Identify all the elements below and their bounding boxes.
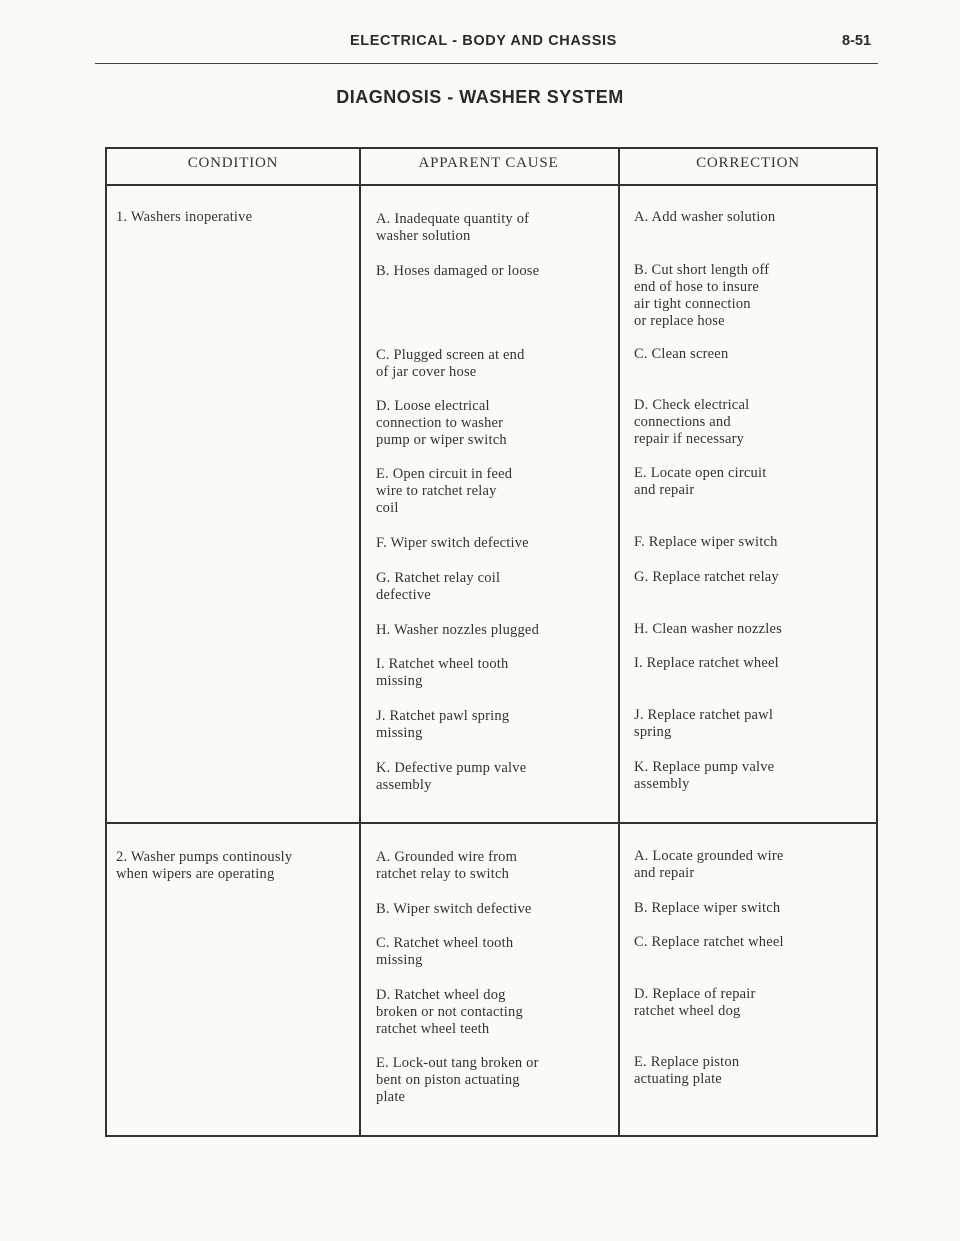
cause-cell: D. Loose electrical connection to washer pump or wiper switch [376, 398, 507, 448]
correction-cell: E. Replace piston actuating plate [634, 1054, 740, 1087]
page-title: DIAGNOSIS - WASHER SYSTEM [336, 87, 624, 107]
cause-cell: D. Ratchet wheel dog broken or not contacting ratchet wheel teeth [376, 987, 523, 1037]
cause-cell: I. Ratchet wheel tooth missing [376, 656, 509, 689]
header-row-divider [107, 184, 876, 186]
cause-cell: A. Inadequate quantity of washer solution [376, 211, 530, 244]
condition-cell: 1. Washers inoperative [116, 209, 253, 225]
cause-cell: E. Lock-out tang broken or bent on piston actuating plate [376, 1055, 539, 1105]
cause-cell: J. Ratchet pawl spring missing [376, 708, 510, 741]
correction-cell: B. Cut short length off end of hose to insure air tight connection or replace hose [634, 262, 770, 329]
correction-cell: D. Replace of repair ratchet wheel dog [634, 986, 756, 1019]
column-divider-1 [359, 149, 361, 1135]
correction-cell: D. Check electrical connections and repair if necessary [634, 397, 750, 447]
correction-cell: A. Add washer solution [634, 209, 776, 225]
cause-cell: G. Ratchet relay coil defective [376, 570, 501, 603]
cause-cell: K. Defective pump valve assembly [376, 760, 527, 793]
correction-cell: E. Locate open circuit and repair [634, 465, 767, 498]
cause-cell: H. Washer nozzles plugged [376, 622, 540, 638]
running-head [0, 33, 960, 57]
cause-cell: F. Wiper switch defective [376, 535, 529, 551]
correction-cell: C. Clean screen [634, 346, 729, 362]
condition-cell: 2. Washer pumps continously when wipers are operating [116, 849, 293, 882]
column-divider-2 [618, 149, 620, 1135]
group-divider [107, 822, 876, 824]
cause-cell: B. Wiper switch defective [376, 901, 532, 917]
correction-cell: K. Replace pump valve assembly [634, 759, 775, 792]
correction-cell: A. Locate grounded wire and repair [634, 848, 784, 881]
section-title: ELECTRICAL - BODY AND CHASSIS [350, 33, 617, 49]
cause-cell: C. Ratchet wheel tooth missing [376, 935, 514, 968]
cause-cell: A. Grounded wire from ratchet relay to switch [376, 849, 518, 882]
page-number: 8-51 [842, 33, 872, 49]
header-rule [95, 63, 878, 64]
column-header-condition: CONDITION [187, 155, 279, 171]
correction-cell: B. Replace wiper switch [634, 900, 781, 916]
column-header-correction: CORRECTION [696, 155, 800, 171]
correction-cell: C. Replace ratchet wheel [634, 934, 784, 950]
cause-cell: E. Open circuit in feed wire to ratchet relay coil [376, 466, 513, 516]
correction-cell: J. Replace ratchet pawl spring [634, 707, 774, 740]
diagnosis-table [105, 147, 878, 1137]
column-header-apparent-cause: APPARENT CAUSE [418, 155, 559, 171]
correction-cell: G. Replace ratchet relay [634, 569, 779, 585]
correction-cell: H. Clean washer nozzles [634, 621, 782, 637]
correction-cell: I. Replace ratchet wheel [634, 655, 779, 671]
cause-cell: B. Hoses damaged or loose [376, 263, 540, 279]
cause-cell: C. Plugged screen at end of jar cover hose [376, 347, 525, 380]
correction-cell: F. Replace wiper switch [634, 534, 778, 550]
